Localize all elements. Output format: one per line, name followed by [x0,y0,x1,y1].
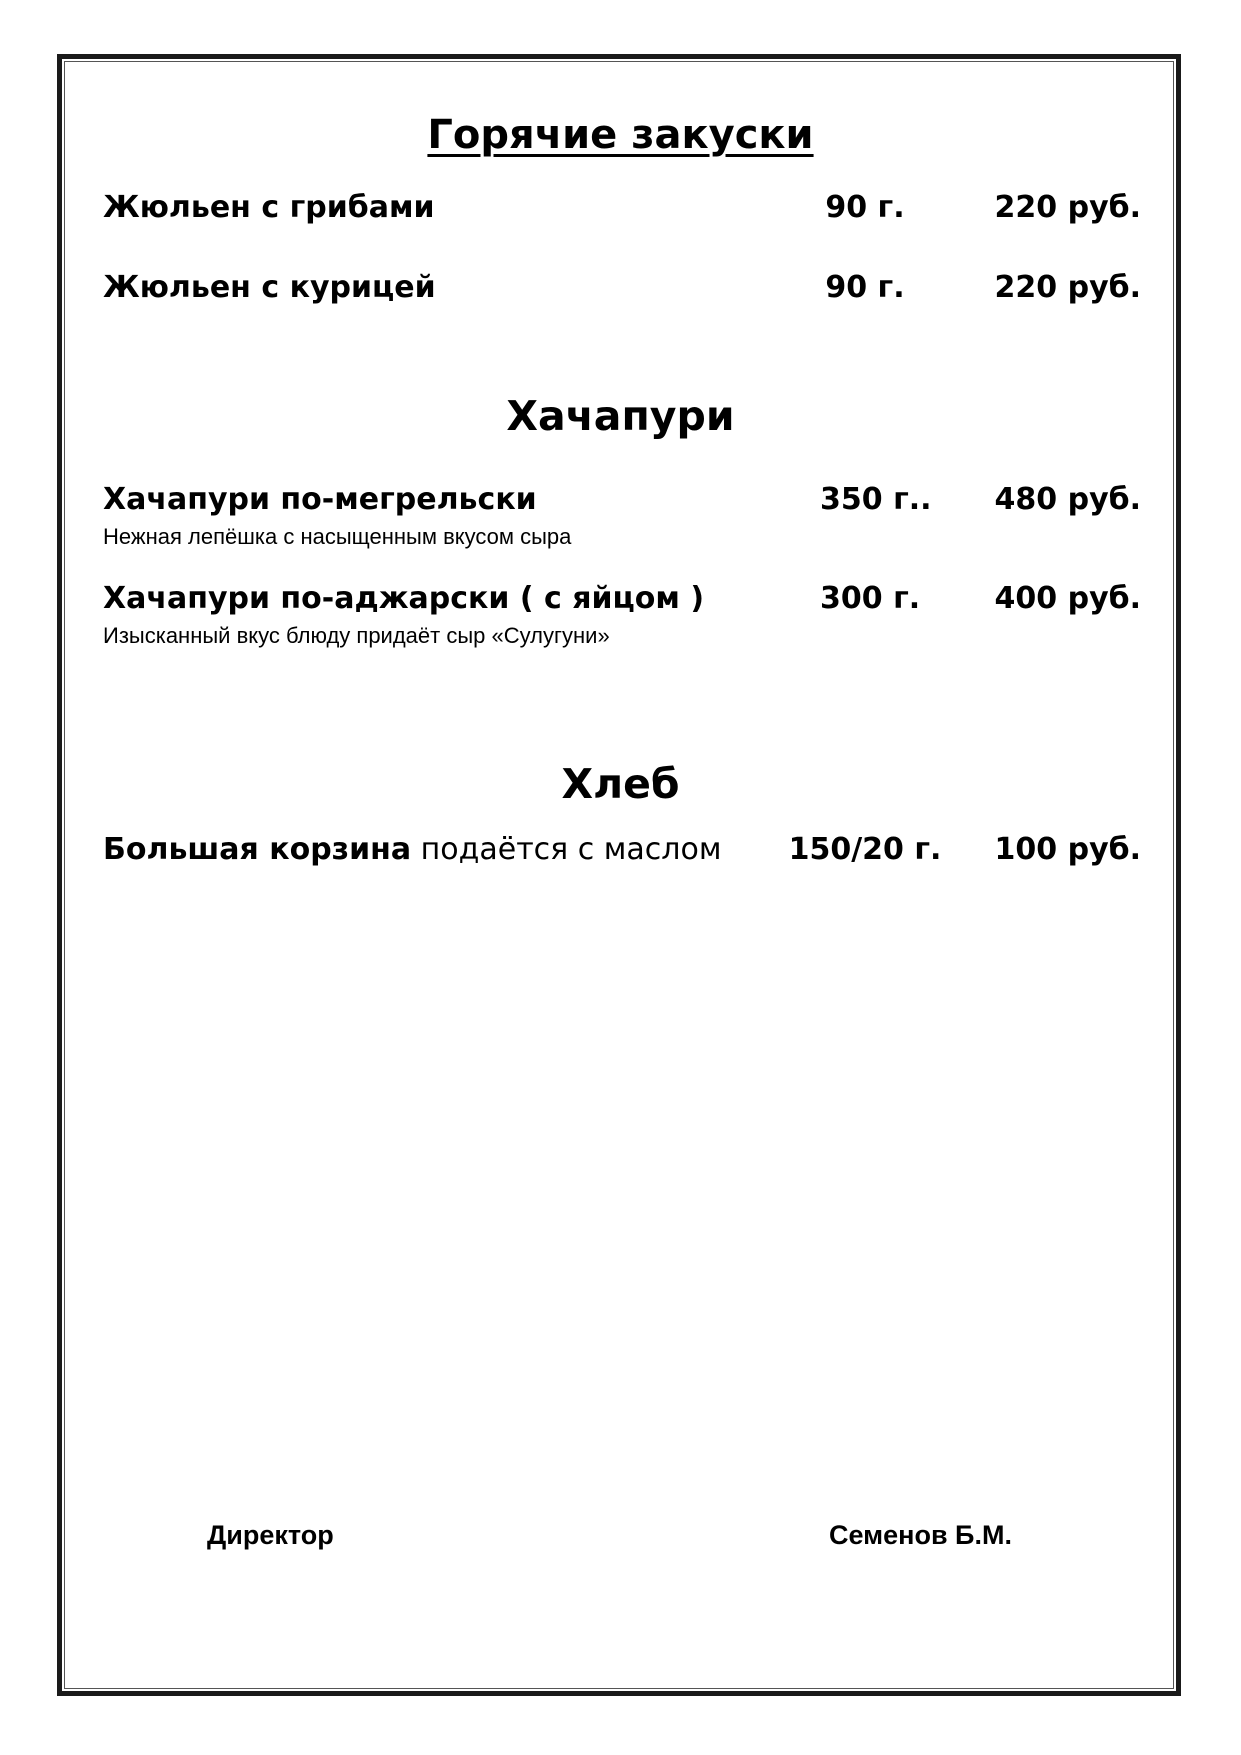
item-price: 400 руб. [994,581,1141,616]
menu-item [0,270,1241,350]
item-weight: 90 г. [825,190,905,225]
item-name: Жюльен с курицей [103,270,436,305]
item-description: Нежная лепёшка с насыщенным вкусом сыра [103,524,572,549]
item-name: Жюльен с грибами [103,190,435,225]
item-name: Хачапури по-мегрельски [103,482,537,517]
menu-item [0,832,1241,912]
item-weight: 300 г. [820,581,921,616]
item-description: Изысканный вкус блюду придаёт сыр «Сулугуни» [103,623,610,648]
item-name [103,832,721,867]
item-name-text: Большая корзина [103,832,412,867]
section-title-hot-appetizers: Горячие закуски [427,112,814,158]
menu-item [0,482,1241,562]
signature-role: Директор [207,1520,334,1550]
item-weight: 150/20 г. [788,832,942,867]
item-price: 220 руб. [994,270,1141,305]
item-price: 220 руб. [994,190,1141,225]
item-weight: 90 г. [825,270,905,305]
menu-item [0,581,1241,661]
signature-name: Семенов Б.М. [829,1520,1012,1550]
item-price: 480 руб. [994,482,1141,517]
item-weight: 350 г.. [820,482,932,517]
item-name: Хачапури по-аджарски ( с яйцом ) [103,581,705,616]
section-title-khachapuri: Хачапури [506,392,735,440]
item-note: подаётся с маслом [411,832,722,867]
section-title-bread: Хлеб [561,760,680,808]
item-price: 100 руб. [994,832,1141,867]
menu-item [0,190,1241,270]
